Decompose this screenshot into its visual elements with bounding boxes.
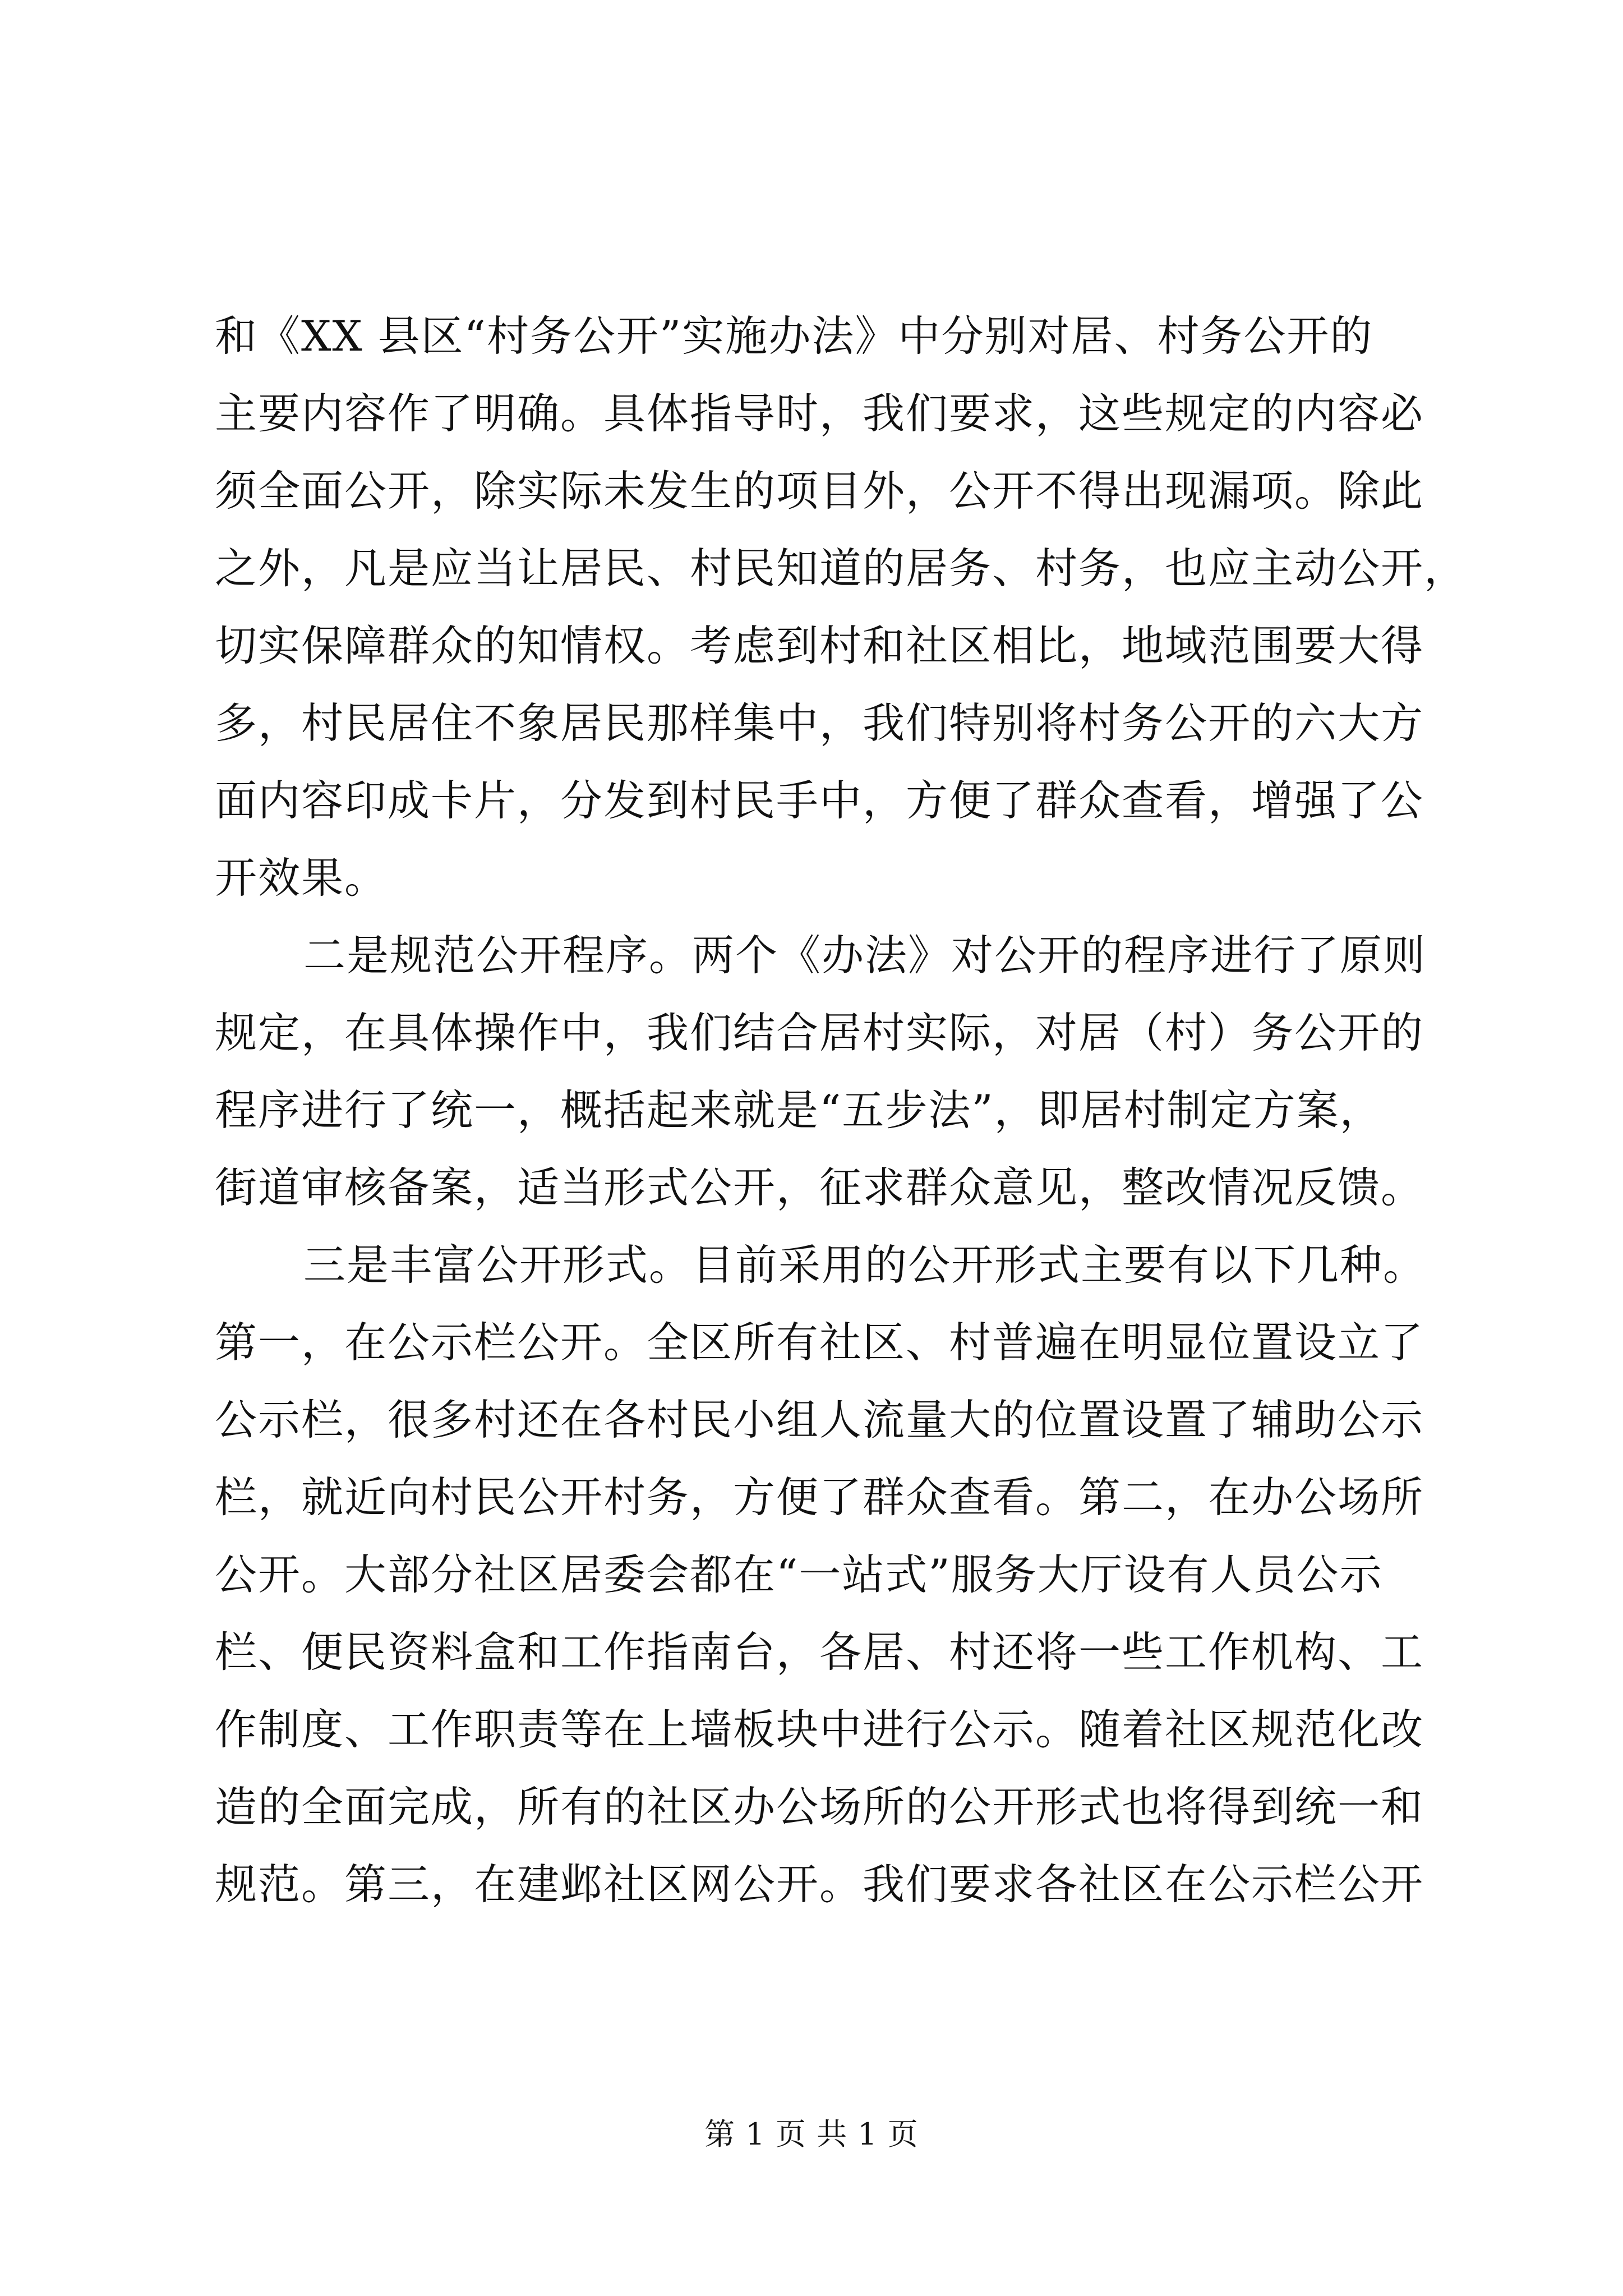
page-number-label: 第 1 页 共 1 页 [704,2116,919,2152]
text-line: 第一，在公示栏公开。全区所有社区、村普遍在明显位置设立了 [215,1318,1424,1367]
text-line: 面内容印成卡片，分发到村民手中，方便了群众查看，增强了公 [215,776,1424,825]
text-line: 栏、便民资料盒和工作指南台，各居、村还将一些工作机构、工 [215,1627,1424,1677]
text-line: 须全面公开，除实际未发生的项目外，公开不得出现漏项。除此 [215,466,1424,516]
page-footer [0,2115,1623,2154]
text-line: 规范。第三，在建邺社区网公开。我们要求各社区在公示栏公开 [215,1860,1424,1909]
text-line: 和《XX 县区“村务公开”实施办法》中分别对居、村务公开的 [215,311,1373,361]
text-line: 公开。大部分社区居委会都在“一站式”服务大厅设有人员公示 [215,1550,1383,1599]
text-line: 规定，在具体操作中，我们结合居村实际，对居（村）务公开的 [215,1008,1424,1057]
text-line-indented: 三是丰富公开形式。目前采用的公开形式主要有以下几种。 [303,1240,1427,1290]
text-line: 切实保障群众的知情权。考虑到村和社区相比，地域范围要大得 [215,621,1424,670]
text-line: 程序进行了统一，概括起来就是“五步法”，即居村制定方案， [215,1085,1383,1135]
text-line: 多，村民居住不象居民那样集中，我们特别将村务公开的六大方 [215,698,1424,748]
text-line: 栏，就近向村民公开村务，方便了群众查看。第二，在办公场所 [215,1473,1424,1522]
text-line: 造的全面完成，所有的社区办公场所的公开形式也将得到统一和 [215,1782,1424,1832]
text-line: 主要内容作了明确。具体指导时，我们要求，这些规定的内容必 [215,389,1424,438]
paragraph-2 [215,917,1427,1226]
text-line: 街道审核备案，适当形式公开，征求群众意见，整改情况反馈。 [215,1163,1424,1212]
text-line: 作制度、工作职责等在上墙板块中进行公示。随着社区规范化改 [215,1705,1424,1754]
text-line: 开效果。 [215,853,388,903]
paragraph-1 [215,297,1468,917]
text-line: 之外，凡是应当让居民、村民知道的居务、村务，也应主动公开， [215,544,1468,593]
document-body [215,297,1468,1923]
text-line-indented: 二是规范公开程序。两个《办法》对公开的程序进行了原则 [303,931,1427,980]
paragraph-3 [215,1226,1427,1923]
text-line: 公示栏，很多村还在各村民小组人流量大的位置设置了辅助公示 [215,1395,1424,1444]
